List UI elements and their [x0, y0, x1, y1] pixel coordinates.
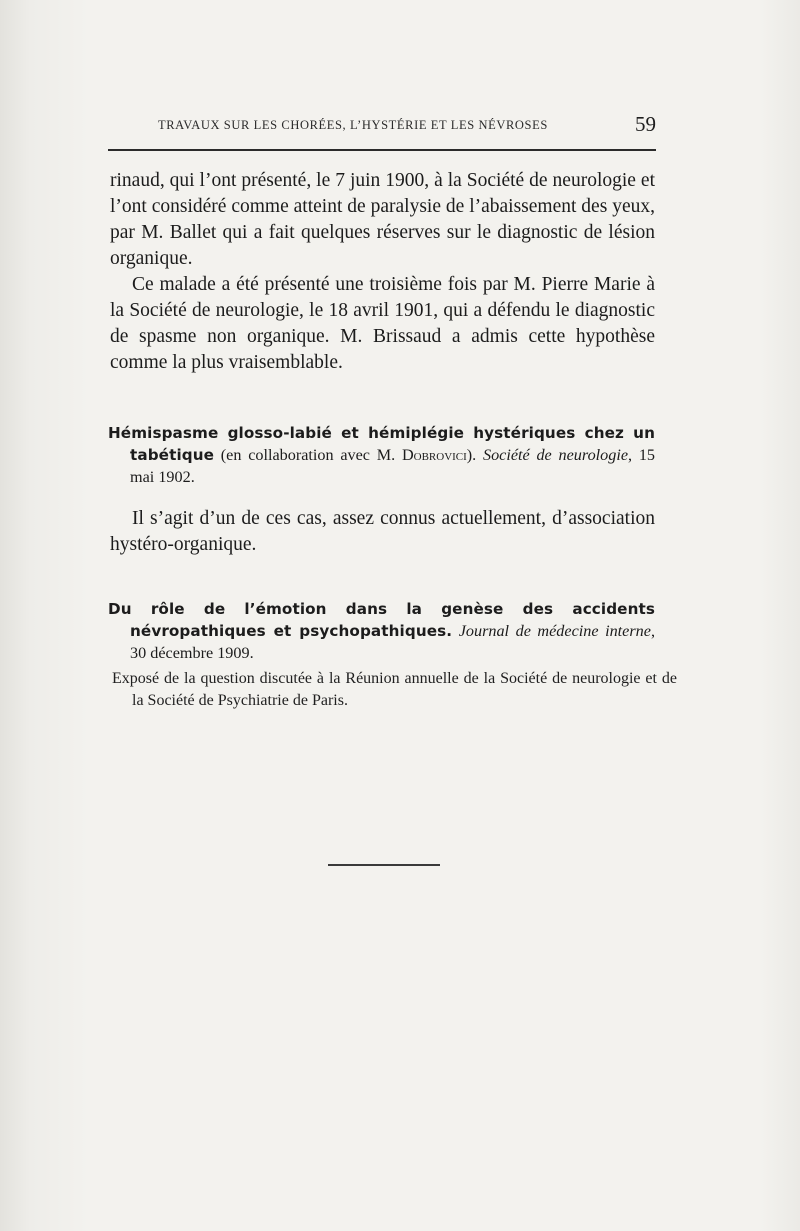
page-header: [108, 112, 656, 142]
entry-2-date: , 30 décembre 1909.: [130, 622, 655, 662]
bibliography-entry-2: [108, 598, 655, 664]
entry-2-source: Journal de médecine interne: [458, 622, 651, 640]
header-rule: [108, 149, 656, 151]
bibliography-entry-1: [108, 422, 655, 488]
entry-2-title: Du rôle de l’émotion dans la genèse des accidents névropathiques et psychopathiques.: [108, 600, 655, 640]
entry-1-date: , 15 mai 1902.: [130, 446, 656, 486]
entry-2-text: [108, 598, 655, 664]
entry-1-collab: (en collaboration avec M.: [214, 446, 402, 464]
entry-1-title: Hémispasme glosso-labié et hémiplégie hystériques chez un tabétique: [108, 424, 655, 464]
page-number: 59: [635, 112, 656, 136]
entry-1-collab-end: ).: [466, 446, 483, 464]
paragraph-3: Il s’agit d’un de ces cas, assez connus actuellement, d’association hystéro-organique.: [110, 508, 655, 555]
end-rule: [328, 864, 440, 866]
paragraph-1: rinaud, qui l’ont présenté, le 7 juin 1900, à la Société de neurologie et l’ont considéré comme atteint de paralysie de l’abaissement des yeux, par M. Ballet qui a fait quelques réserves sur le diagnostic de lésion organique.: [110, 170, 655, 269]
entry-1-source: Société de neurologie: [482, 446, 629, 464]
running-head: TRAVAUX SUR LES CHORÉES, L’HYSTÉRIE ET LES NÉVROSES: [158, 118, 548, 132]
entry-1-text: [108, 422, 655, 488]
entry-1-collab-name: Dobrovici: [401, 446, 467, 464]
entry-2-note: Exposé de la question discutée à la Réunion annuelle de la Société de neurologie et de la Société de Psychiatrie de Paris.: [112, 670, 677, 709]
paragraph-2: Ce malade a été présenté une troisième fois par M. Pierre Marie à la Société de neurologie, le 18 avril 1901, qui a défendu le diagnostic de spasme non organique. M. Brissaud a admis cette hypothèse comme la plus vraisemblable.: [110, 274, 655, 373]
